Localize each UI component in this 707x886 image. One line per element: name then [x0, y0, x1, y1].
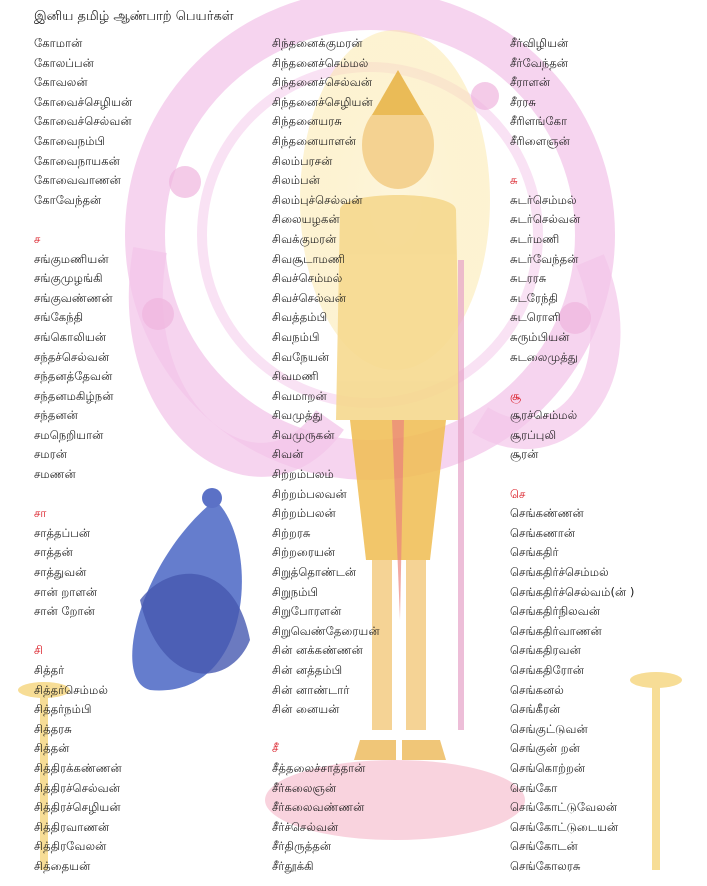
- name-entry: சந்தனத்தேவன்: [34, 369, 113, 384]
- name-entry: கோவைச்செழியன்: [34, 94, 133, 109]
- name-entry: சிந்தனைச்செம்மல்: [272, 55, 369, 70]
- name-entry: சூரச்செம்மல்: [510, 408, 578, 423]
- name-entry: சிந்தனைச்செழியன்: [272, 94, 373, 109]
- section-header: சூ: [510, 388, 522, 403]
- name-entry: கோவலன்: [34, 75, 88, 90]
- name-entry: சீர்விழியன்: [510, 36, 569, 50]
- spacer: [34, 485, 132, 505]
- name-entry: செங்கீரன்: [510, 702, 561, 717]
- name-column-2: [272, 34, 380, 877]
- name-entry: சமணன்: [34, 467, 76, 482]
- name-entry: சாத்தப்பன்: [34, 525, 91, 540]
- name-entry: சுடரரசு: [510, 271, 547, 286]
- name-entry: சிறுபோரளன்: [272, 604, 342, 619]
- name-entry: சமரன்: [34, 447, 67, 462]
- name-entry: சித்திரக்கண்ணன்: [34, 760, 122, 775]
- name-entry: சிற்றம்பலம்: [272, 467, 334, 482]
- name-entry: சிந்தனைச்செல்வன்: [272, 75, 373, 90]
- name-entry: சந்தச்செல்வன்: [34, 349, 110, 364]
- name-entry: செங்குட்டுவன்: [510, 721, 588, 736]
- name-entry: சங்குமுழங்கி: [34, 271, 103, 286]
- name-entry: செங்கதிர்: [510, 545, 559, 560]
- name-entry: செங்கோலரசு: [510, 858, 581, 873]
- spacer: [34, 622, 132, 642]
- name-entry: சிற்றம்பலவன்: [272, 486, 347, 501]
- name-entry: சின் னாண்டார்: [272, 682, 350, 697]
- name-entry: சிவமுத்து: [272, 408, 323, 423]
- spacer: [510, 152, 634, 172]
- name-entry: சித்தர்செம்மல்: [34, 682, 108, 697]
- name-entry: சிவமணி: [272, 369, 319, 384]
- name-entry: சின் னத்தம்பி: [272, 663, 343, 677]
- name-entry: செங்கோ: [510, 780, 558, 795]
- name-entry: சங்குமணியன்: [34, 251, 109, 266]
- name-entry: சிவமுருகன்: [272, 427, 335, 442]
- peacock: [132, 488, 250, 690]
- name-entry: சிலம்பரசன்: [272, 153, 333, 168]
- name-entry: சிலையழகன்: [272, 212, 340, 227]
- name-entry: சிவன்: [272, 447, 304, 462]
- name-entry: சித்திரவாணன்: [34, 819, 110, 834]
- name-entry: கோவைநாயகன்: [34, 153, 120, 168]
- name-entry: சின் னக்கண்ணன்: [272, 643, 363, 658]
- name-entry: சீரரசு: [510, 94, 536, 109]
- name-entry: சிறுநம்பி: [272, 584, 319, 599]
- name-entry: சித்திரவேலன்: [34, 839, 107, 854]
- name-entry: சுரும்பியன்: [510, 329, 570, 344]
- name-entry: சாத்துவன்: [34, 565, 87, 580]
- lamp-right: [630, 672, 682, 870]
- name-entry: சீர்ச்செல்வன்: [272, 819, 339, 834]
- section-header: சா: [34, 506, 47, 521]
- name-entry: சங்கொலியன்: [34, 329, 107, 344]
- section-header: சி: [34, 643, 44, 658]
- name-entry: செங்கதிர்வாணன்: [510, 623, 602, 638]
- name-entry: சுடரொளி: [510, 310, 561, 325]
- name-entry: சீராளன்: [510, 75, 551, 90]
- spacer: [510, 367, 634, 387]
- name-entry: கோவைவாணன்: [34, 173, 121, 188]
- name-entry: சீர்கலைவண்ணன்: [272, 800, 365, 815]
- name-entry: சிவச்செம்மல்: [272, 271, 343, 286]
- name-entry: சான் றாளன்: [34, 584, 98, 599]
- name-entry: சிலம்புச்செல்வன்: [272, 192, 363, 207]
- page-title: இனிய தமிழ் ஆண்பாற் பெயர்கள்: [34, 9, 234, 24]
- name-entry: கோவைச்செல்வன்: [34, 114, 132, 129]
- name-entry: சிவசூடாமணி: [272, 251, 346, 266]
- medallion: [169, 166, 201, 198]
- name-entry: சீர்வேந்தன்: [510, 55, 569, 70]
- name-column-3: [510, 34, 634, 877]
- name-entry: செங்கோட்டுவேலன்: [510, 800, 618, 815]
- name-entry: சந்தனமகிழ்நன்: [34, 388, 114, 403]
- name-entry: சிவநம்பி: [272, 329, 320, 344]
- spacer: [510, 465, 634, 485]
- name-entry: சித்திரச்செழியன்: [34, 800, 121, 815]
- name-entry: சிலம்பன்: [272, 173, 320, 188]
- name-entry: செங்கதிரோன்: [510, 663, 585, 677]
- name-entry: சீரிளங்கோ: [510, 114, 568, 129]
- name-entry: சாத்தன்: [34, 545, 73, 560]
- name-entry: சிவச்செல்வன்: [272, 290, 347, 305]
- name-entry: கோவைநம்பி: [34, 133, 106, 148]
- name-entry: சூரப்புலி: [510, 427, 557, 442]
- name-entry: சீர்தூக்கி: [272, 858, 314, 873]
- name-entry: செங்கதிர்நிலவன்: [510, 604, 601, 619]
- name-entry: சித்தர்: [34, 663, 65, 677]
- name-entry: சந்தனன்: [34, 408, 78, 423]
- name-entry: சின் னையன்: [272, 702, 340, 717]
- name-entry: சமநெறியான்: [34, 427, 104, 442]
- name-entry: சித்திரச்செல்வன்: [34, 780, 120, 795]
- name-entry: சிந்தனைக்குமரன்: [272, 36, 363, 50]
- spear: [458, 260, 464, 730]
- name-entry: சுடர்வேந்தன்: [510, 251, 579, 266]
- name-column-1: [34, 34, 132, 877]
- name-entry: செங்கதிர்ச்செல்வம்(ன் ): [510, 584, 635, 599]
- name-entry: சிவத்தம்பி: [272, 310, 328, 325]
- name-entry: செங்கண்ணன்: [510, 506, 584, 521]
- name-entry: சுடர்செல்வன்: [510, 212, 581, 227]
- name-entry: சிவக்குமரன்: [272, 231, 337, 246]
- name-entry: செங்கனல்: [510, 682, 564, 697]
- name-entry: செங்கோடன்: [510, 839, 578, 854]
- name-entry: செங்கோட்டுடையன்: [510, 819, 619, 834]
- name-entry: சுடர்மணி: [510, 231, 560, 246]
- name-entry: சிவமாறன்: [272, 388, 327, 403]
- name-entry: செங்கதிர்ச்செம்மல்: [510, 565, 609, 580]
- name-entry: சிறுவெண்தேரையன்: [272, 623, 380, 638]
- name-entry: செங்குன் றன்: [510, 741, 580, 756]
- name-entry: செங்கணான்: [510, 525, 576, 540]
- name-entry: சுடரேந்தி: [510, 290, 558, 305]
- section-header: சீ: [272, 741, 279, 756]
- name-entry: கோவேந்தன்: [34, 192, 102, 207]
- name-entry: சித்தன்: [34, 741, 70, 756]
- name-entry: சங்கேந்தி: [34, 310, 84, 325]
- spacer: [34, 210, 132, 230]
- section-header: சு: [510, 173, 518, 188]
- name-entry: சிவநேயன்: [272, 349, 330, 364]
- name-entry: சிந்தனையரசு: [272, 114, 342, 129]
- name-entry: சீர்திருத்தன்: [272, 839, 332, 854]
- name-entry: செங்கதிரவன்: [510, 643, 581, 658]
- name-entry: சீத்தலைச்சாத்தான்: [272, 760, 366, 775]
- name-entry: சங்குவண்ணன்: [34, 290, 113, 305]
- name-entry: சிற்றரசு: [272, 525, 311, 540]
- spacer: [272, 720, 380, 740]
- name-entry: சுடலைமுத்து: [510, 349, 578, 364]
- name-entry: கோமான்: [34, 36, 83, 50]
- name-entry: சித்தையன்: [34, 858, 91, 873]
- name-entry: சிற்றரையன்: [272, 545, 336, 560]
- section-header: செ: [510, 486, 526, 501]
- section-header: ச: [34, 231, 41, 246]
- name-entry: சீரிளைஞன்: [510, 133, 570, 148]
- name-entry: சித்தரசு: [34, 721, 72, 736]
- name-entry: சிறுத்தொண்டன்: [272, 565, 357, 580]
- name-entry: சித்தர்நம்பி: [34, 702, 92, 717]
- name-entry: சிற்றம்பலன்: [272, 506, 336, 521]
- name-entry: சூரன்: [510, 447, 539, 462]
- name-entry: செங்கொற்றன்: [510, 760, 586, 775]
- name-entry: சுடர்செம்மல்: [510, 192, 577, 207]
- name-entry: கோலப்பன்: [34, 55, 94, 70]
- name-entry: சீர்கலைஞன்: [272, 780, 337, 795]
- medallion: [471, 82, 499, 110]
- name-entry: சான் றோன்: [34, 604, 95, 619]
- name-entry: சிந்தனையாளன்: [272, 133, 356, 148]
- medallion: [142, 298, 174, 330]
